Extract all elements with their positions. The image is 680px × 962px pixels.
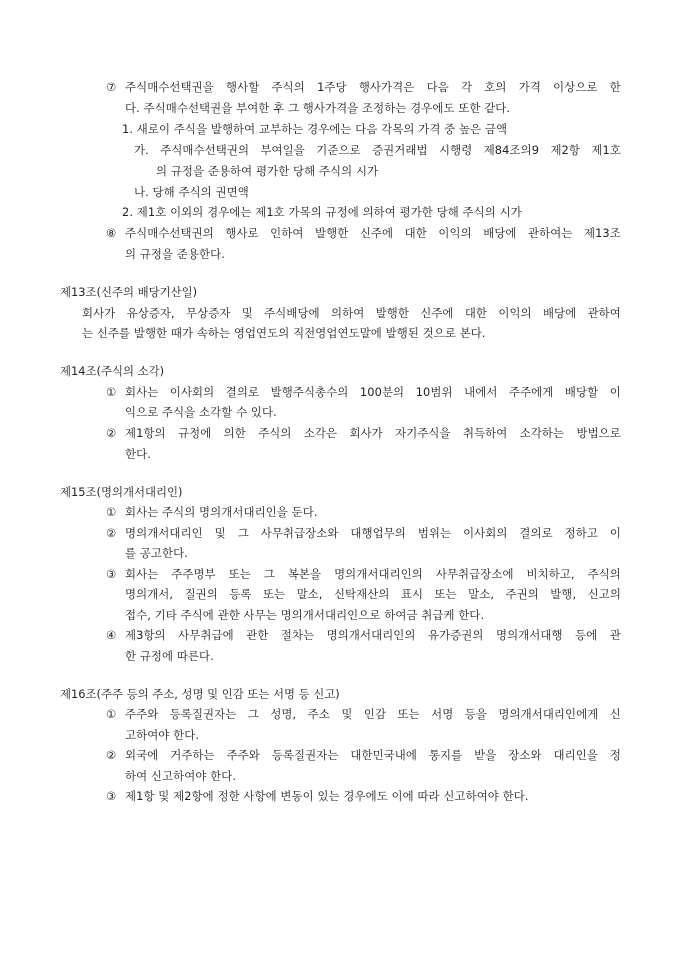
- paragraph-text: 회사는 이사회의 결의로 발행주식총수의 100분의 10범위 내에서 주주에게 배당할 이: [125, 385, 621, 399]
- article-title: 제16조(주주 등의 주소, 성명 및 인감 또는 서명 등 신고): [60, 687, 340, 701]
- paragraph-marker: ①: [106, 505, 117, 519]
- paragraph-text: 주식매수선택권을 행사할 주식의 1주당 행사가격은 다음 각 호의 가격 이상으로 한: [125, 80, 621, 94]
- paragraph-marker: ⑧: [106, 226, 117, 240]
- paragraph-text: 명의개서대리인 및 그 사무취급장소와 대행업무의 범위는 이사회의 결의로 정하고 이: [125, 526, 621, 540]
- sub-item-text: 의 규정을 준용하여 평가한 당해 주식의 시가: [156, 164, 379, 178]
- paragraph-marker: ②: [106, 748, 117, 762]
- paragraph-text: 외국에 거주하는 주주와 등록질권자는 대한민국내에 통지를 받을 장소와 대리인을 정: [125, 748, 621, 762]
- paragraph-text: 주주와 등록질권자는 그 성명, 주소 및 인감 또는 서명 등을 명의개서대리인에게 신: [125, 707, 621, 721]
- paragraph-text: 를 공고한다.: [125, 546, 188, 560]
- paragraph-text: 제3항의 사무취급에 관한 절차는 명의개서대리인의 유가증권의 명의개서대행 등에 관: [125, 628, 621, 642]
- list-item: 1. 새로이 주식을 발행하여 교부하는 경우에는 다음 각목의 가격 중 높은 금액: [122, 122, 508, 136]
- article-title: 제13조(신주의 배당기산일): [60, 285, 198, 299]
- article-title: 제15조(명의개서대리인): [60, 485, 183, 499]
- paragraph-marker: ②: [106, 526, 117, 540]
- paragraph-marker: ③: [106, 789, 117, 803]
- paragraph-marker: ⑦: [106, 80, 117, 94]
- paragraph-text: 한 규정에 따른다.: [125, 649, 214, 663]
- paragraph-text: 주식매수선택권의 행사로 인하여 발행한 신주에 대한 이익의 배당에 관하여는 제13조: [125, 226, 621, 240]
- paragraph-text: 익으로 주식을 소각할 수 있다.: [125, 405, 277, 419]
- paragraph-marker: ①: [106, 385, 117, 399]
- article-title: 제14조(주식의 소각): [60, 364, 165, 378]
- paragraph-text: 하여 신고하여야 한다.: [125, 769, 237, 783]
- paragraph-marker: ③: [106, 567, 117, 581]
- list-item: 2. 제1호 이외의 경우에는 제1호 가목의 규정에 의하여 평가한 당해 주식의 시가: [122, 205, 522, 219]
- paragraph-marker: ④: [106, 628, 117, 642]
- paragraph-marker: ②: [106, 426, 117, 440]
- paragraph-text: 접수, 기타 주식에 관한 사무는 명의개서대리인으로 하여금 취급케 한다.: [125, 608, 485, 622]
- paragraph-text: 제1항의 규정에 의한 주식의 소각은 회사가 자기주식을 취득하여 소각하는 방법으로: [125, 426, 621, 440]
- paragraph-text: 의 규정을 준용한다.: [125, 247, 225, 261]
- paragraph-text: 회사는 주식의 명의개서대리인을 둔다.: [125, 505, 318, 519]
- paragraph-text: 고하여야 한다.: [125, 728, 200, 742]
- paragraph-text: 회사는 주주명부 또는 그 복본을 명의개서대리인의 사무취급장소에 비치하고, 주식의: [125, 567, 621, 581]
- sub-item-text: 가. 주식매수선택권의 부여일을 기준으로 증권거래법 시행령 제84조의9 제2항 제1호: [134, 143, 621, 157]
- paragraph-text: 회사가 유상증자, 무상증자 및 주식배당에 의하여 발행한 신주에 대한 이익의 배당에 관하여: [82, 306, 621, 320]
- paragraph-text: 다. 주식매수선택권을 부여한 후 그 행사가격을 조정하는 경우에도 또한 같다.: [125, 101, 511, 115]
- paragraph-text: 한다.: [125, 447, 151, 461]
- paragraph-marker: ①: [106, 707, 117, 721]
- paragraph-text: 제1항 및 제2항에 정한 사항에 변동이 있는 경우에도 이에 따라 신고하여야 한다.: [125, 789, 529, 803]
- sub-item-text: 나. 당해 주식의 권면액: [134, 185, 249, 199]
- paragraph-text: 명의개서, 질권의 등록 또는 말소, 신탁재산의 표시 또는 말소, 주권의 발행, 신고의: [125, 587, 621, 601]
- paragraph-text: 는 신주를 발행한 때가 속하는 영업연도의 직전영업연도말에 발행된 것으로 본다.: [82, 326, 486, 340]
